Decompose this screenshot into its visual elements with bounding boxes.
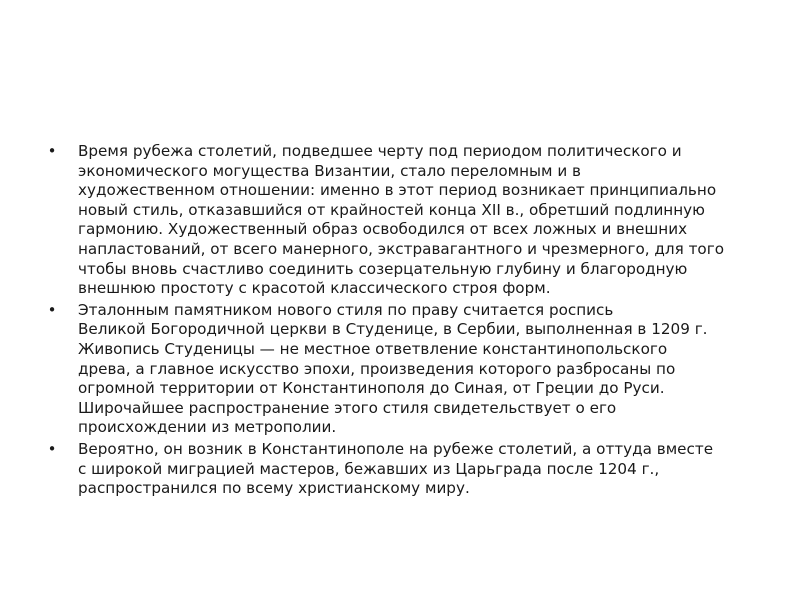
bullet-marker: • [47,300,57,319]
bullet-text: Эталонным памятником нового стиля по праву считается роспись Великой Богородичной церкви в Студенице, в Сербии, выполненная в 1209 г. Живопись Студеницы — не местное ответвление константинопольского древа, а главное искусство эпохи, произведения которого разбросаны по огромной территории от Константинополя до Синая, от Греции до Руси. Широчайшее распространение этого стиля свидетельствует о его происхождении из метрополии. [78,300,708,437]
bullet-item-1 [40,142,780,299]
bullet-text: Вероятно, он возник в Константинополе на рубеже столетий, а оттуда вместе с широкой миграцией мастеров, бежавших из Царьграда после 1204 г., распространился по всему христианскому миру. [78,439,714,498]
bullet-item-3 [40,440,780,499]
bullet-list [40,142,780,499]
bullet-marker: • [47,142,57,160]
bullet-marker: • [47,439,57,458]
bullet-text: Время рубежа столетий, подведшее черту под периодом политического и экономического могущества Византии, стало переломным и в художественном отношении: именно в этот период возникает принципиально новый стиль, отказавшийся от крайностей конца XII в., обретший подлинную гармонию. Художественный образ освободился от всех ложных и внешних напластований, от всего манерного, экстравагантного и чрезмерного, для того чтобы вновь счастливо соединить созерцательную глубину и благородную внешнюю простоту с красотой классического строя форм. [78,142,724,298]
bullet-item-2 [40,301,780,438]
